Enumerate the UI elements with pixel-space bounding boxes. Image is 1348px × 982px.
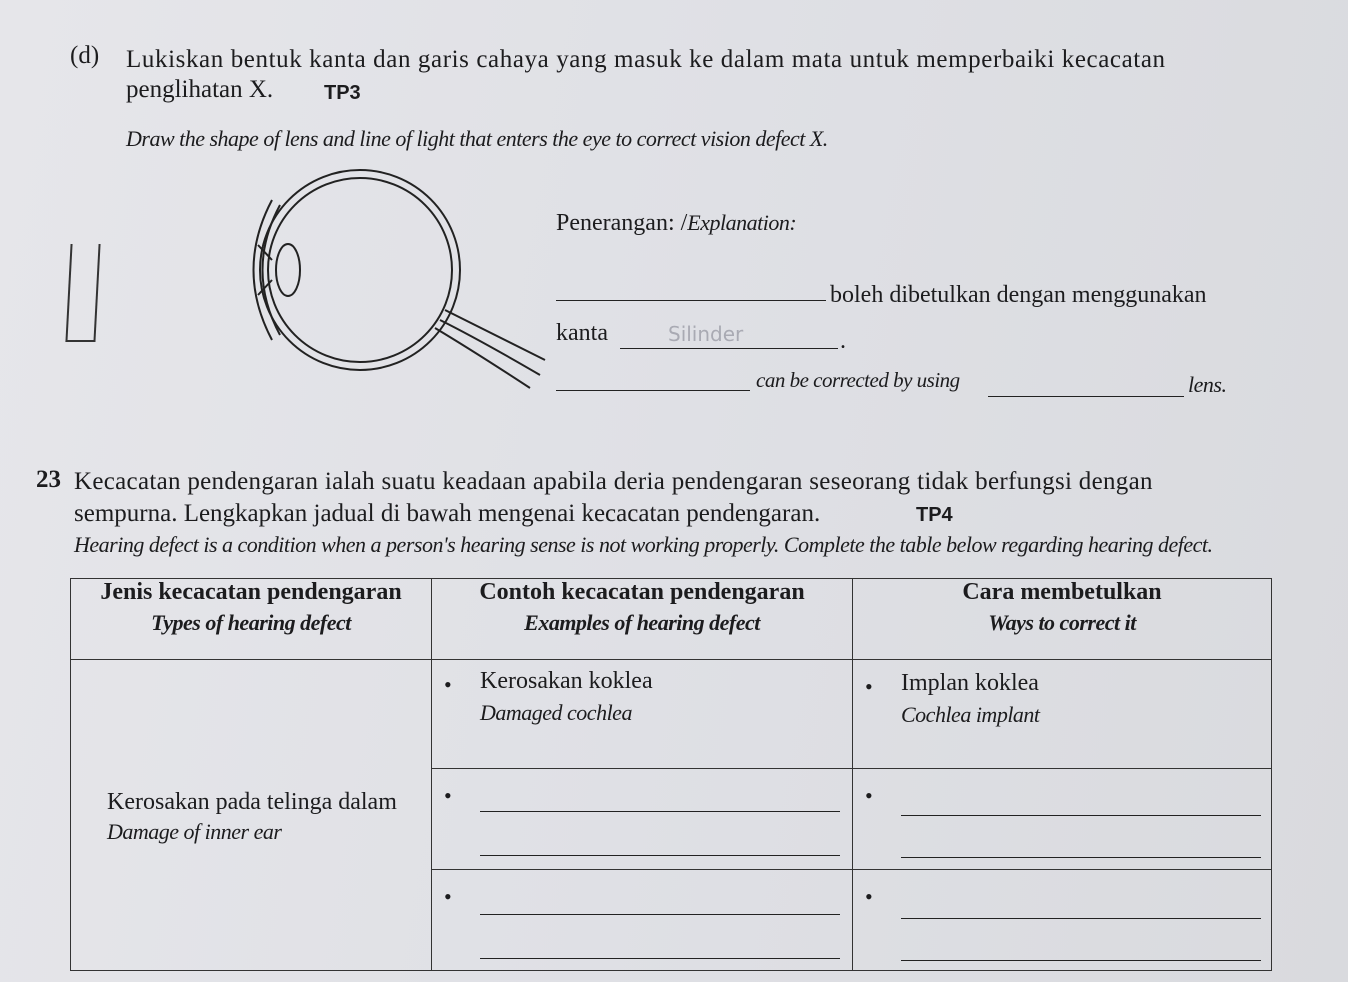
example-cell-2[interactable]: •	[432, 769, 853, 870]
question-d-label: (d)	[70, 42, 100, 69]
example-cell-3[interactable]: •	[432, 870, 853, 971]
way-cell-2[interactable]: •	[853, 769, 1272, 870]
eye-diagram	[210, 160, 550, 400]
explanation-heading	[556, 210, 796, 237]
question-23-number: 23	[36, 466, 61, 493]
type-cell: Kerosakan pada telinga dalam Damage of inner ear	[71, 660, 432, 971]
question-d-text-ms: Lukiskan bentuk kanta dan garis cahaya yang masuk ke dalam mata untuk memperbaiki kecacatan	[126, 46, 1166, 73]
explanation-line1: boleh dibetulkan dengan menggunakan	[830, 282, 1207, 308]
lens-word: lens.	[1188, 372, 1227, 397]
explanation-line3: can be corrected by using	[756, 368, 960, 392]
period: .	[840, 328, 846, 354]
explanation-kanta: kanta	[556, 320, 608, 346]
explanation-heading-en: Explanation:	[687, 210, 797, 235]
tp-badge: TP3	[324, 82, 361, 104]
tp-badge-2: TP4	[916, 504, 953, 526]
header-examples: Contoh kecacatan pendengaran Examples of hearing defect	[432, 579, 853, 660]
blank-2[interactable]	[620, 348, 838, 349]
question-d-text-ms-2: penglihatan X.	[126, 76, 274, 103]
question-23-text-ms: Kecacatan pendengaran ialah suatu keadaan apabila deria pendengaran seseorang tidak berfungsi dengan	[74, 468, 1153, 495]
example-cell-1: • Kerosakan koklea Damaged cochlea	[432, 660, 853, 769]
blank-4[interactable]	[988, 396, 1184, 397]
blank-3[interactable]	[556, 390, 750, 391]
handwritten-answer: Silinder	[668, 322, 744, 346]
question-23-text-ms-2: sempurna. Lengkapkan jadual di bawah mengenai kecacatan pendengaran.	[74, 500, 821, 527]
question-d-text-en: Draw the shape of lens and line of light that enters the eye to correct vision defect X.	[126, 126, 828, 151]
lens-drawing	[65, 244, 100, 342]
header-types: Jenis kecacatan pendengaran Types of hearing defect	[71, 579, 432, 660]
question-23-text-en: Hearing defect is a condition when a person's hearing sense is not working properly. Complete the table below regarding hearing defect.	[74, 532, 1213, 557]
hearing-defect-table	[70, 578, 1272, 971]
blank-1[interactable]	[556, 300, 826, 301]
header-ways: Cara membetulkan Ways to correct it	[853, 579, 1272, 660]
way-cell-3[interactable]: •	[853, 870, 1272, 971]
way-cell-1: • Implan koklea Cochlea implant	[853, 660, 1272, 769]
explanation-heading-ms: Penerangan: /	[556, 210, 688, 236]
